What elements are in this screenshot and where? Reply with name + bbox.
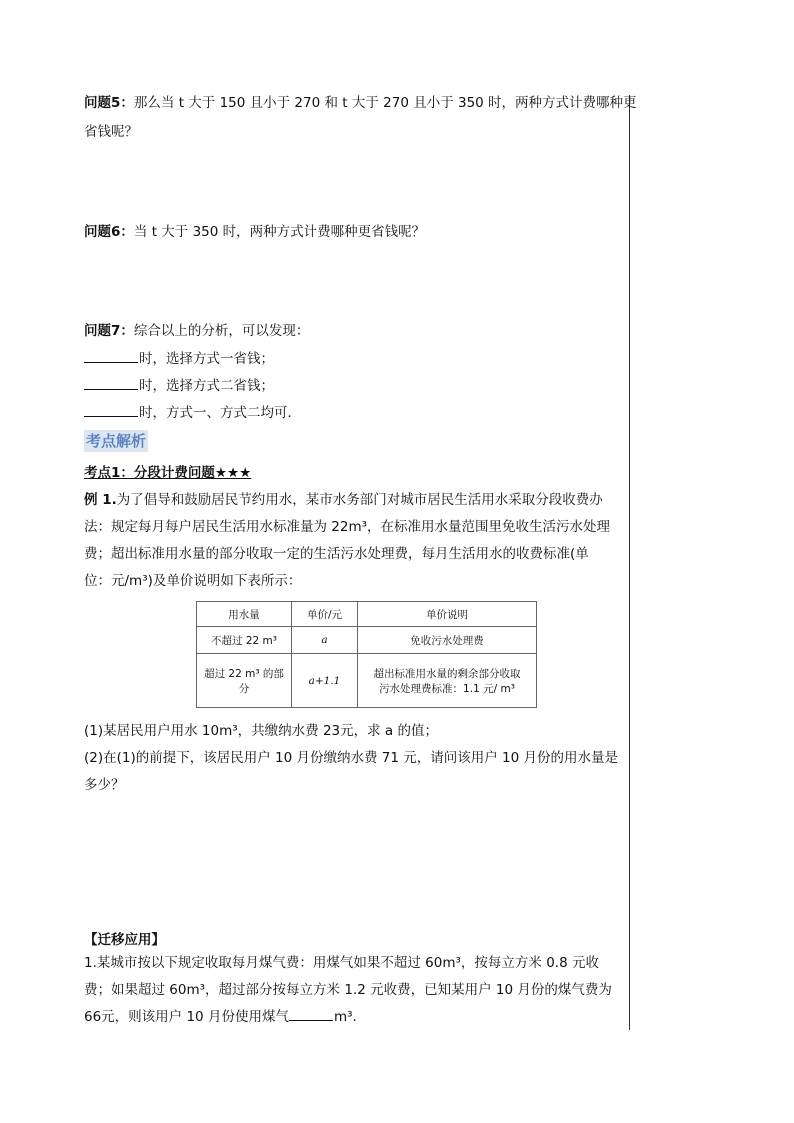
question-5-line2: 省钱呢？ (84, 124, 138, 140)
example-label: 例 1. (84, 492, 117, 508)
kaodian-title-text: 考点1：分段计费问题 (84, 465, 215, 481)
table-cell-line: 污水处理费标准：1.1 元/ m³ (379, 682, 515, 695)
table-row (197, 627, 537, 654)
subquestion-1: (1)某居民用户用水 10m³，共缴纳水费 23元，求 a 的值； (84, 723, 438, 739)
table-cell-line: 超出标准用水量的剩余部分收取 (373, 667, 521, 680)
migration-unit: m³. (333, 1009, 357, 1025)
table-cell: 免收污水处理费 (358, 627, 537, 654)
subquestion-2: (2)在(1)的前提下，该居民用户 10 月份缴纳水费 71 元，请问该用户 10 月份的用水量是 (84, 750, 619, 766)
option-text: 时，方式一、方式二均可． (139, 405, 301, 421)
question-6 (84, 222, 425, 242)
question-7-text: 综合以上的分析，可以发现： (133, 323, 310, 339)
subquestion-2-line2: 多少？ (84, 777, 125, 793)
migration-line (84, 1004, 624, 1031)
section-heading: 考点解析 (86, 432, 147, 450)
migration-problem (84, 950, 624, 1031)
table-cell: a+1.1 (292, 654, 358, 708)
migration-line: 1.某城市按以下规定收取每月煤气费：用煤气如果不超过 60m³，按每立方米 0.8 元收 (84, 955, 599, 971)
migration-title: 【迁移应用】 (84, 932, 165, 948)
question-7-option-2 (84, 376, 274, 396)
table-row (197, 654, 537, 708)
table-header-row (197, 602, 537, 627)
example-line: 为了倡导和鼓励居民节约用水，某市水务部门对城市居民生活用水采取分段收费办 (116, 492, 603, 508)
question-7 (84, 321, 309, 341)
difficulty-stars: ★★★ (214, 465, 252, 481)
fill-blank[interactable] (84, 349, 138, 363)
question-7-option-3 (84, 403, 301, 423)
fill-blank[interactable] (84, 376, 138, 390)
table-header: 用水量 (197, 602, 292, 627)
question-5-label: 问题5： (84, 95, 134, 111)
option-text: 时，选择方式一省钱； (139, 351, 274, 367)
question-5 (84, 93, 637, 113)
right-margin-rule (629, 95, 630, 1030)
table-cell: a (292, 627, 358, 654)
question-5-text: 那么当 t 大于 150 且小于 270 和 t 大于 270 且小于 350 时，两种方式计费哪种更 (133, 95, 637, 111)
migration-line: 费；如果超过 60m³，超过部分按每立方米 1.2 元收费，已知某用户 10 月份的煤气费为 (84, 982, 612, 998)
example-1-text (84, 487, 624, 595)
kaodian-title (84, 461, 251, 481)
table-cell: 不超过 22 m³ (197, 627, 292, 654)
table-cell: 超过 22 m³ 的部分 (197, 654, 292, 708)
question-6-text: 当 t 大于 350 时，两种方式计费哪种更省钱呢？ (133, 224, 426, 240)
example-subquestions (84, 718, 624, 799)
table-cell (358, 654, 537, 708)
example-line: 费；超出标准用水量的部分收取一定的生活污水处理费，每月生活用水的收费标准(单 (84, 546, 589, 562)
example-line: 位：元/m³)及单价说明如下表所示： (84, 573, 302, 589)
table-header: 单价/元 (292, 602, 358, 627)
fill-blank[interactable] (84, 403, 138, 417)
table-header: 单价说明 (358, 602, 537, 627)
option-text: 时，选择方式二省钱； (139, 378, 274, 394)
question-6-label: 问题6： (84, 224, 134, 240)
example-line: 法：规定每月每户居民生活用水标准量为 22m³，在标准用水量范围里免收生活污水处理 (84, 519, 611, 535)
question-7-label: 问题7： (84, 323, 134, 339)
migration-line-text: 66元，则该用户 10 月份使用煤气 (84, 1009, 289, 1025)
price-table (196, 601, 537, 708)
fill-blank[interactable] (289, 1007, 333, 1021)
question-7-option-1 (84, 349, 274, 369)
